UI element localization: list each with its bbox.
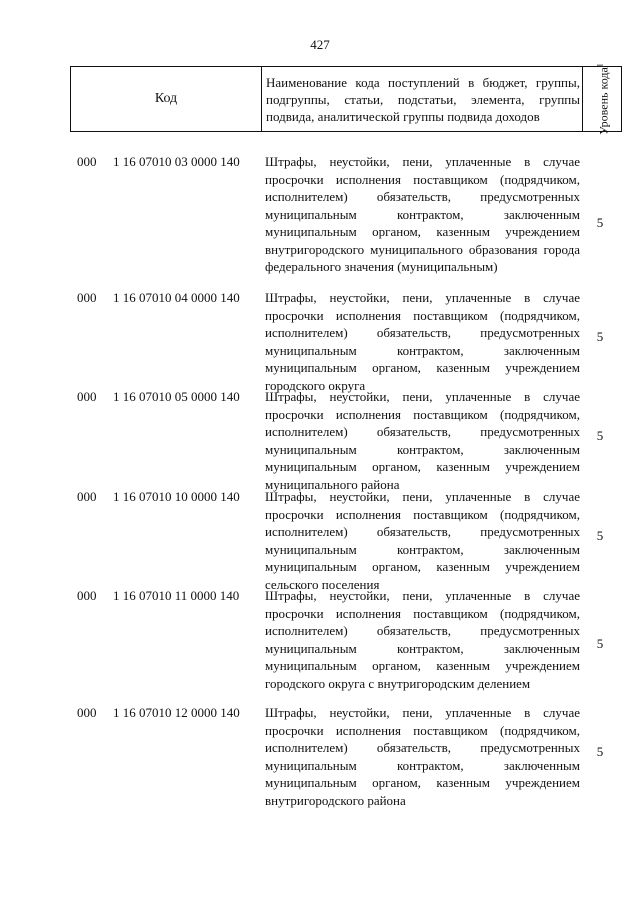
row-level: 5 — [596, 636, 604, 651]
row-code — [77, 289, 240, 307]
row-revenue-code: 1 16 07010 04 0000 140 — [113, 290, 240, 305]
row-revenue-code: 1 16 07010 03 0000 140 — [113, 154, 240, 169]
row-code — [77, 388, 240, 406]
row-level: 5 — [596, 744, 604, 759]
row-level: 5 — [596, 528, 604, 543]
row-revenue-code: 1 16 07010 10 0000 140 — [113, 489, 240, 504]
row-admin-code: 000 — [77, 389, 97, 404]
row-level: 5 — [596, 215, 604, 230]
row-level: 5 — [596, 428, 604, 443]
row-revenue-code: 1 16 07010 12 0000 140 — [113, 705, 240, 720]
row-admin-code: 000 — [77, 154, 97, 169]
row-admin-code: 000 — [77, 489, 97, 504]
row-admin-code: 000 — [77, 290, 97, 305]
row-code — [77, 704, 240, 722]
header-level-footnote: 1 — [595, 63, 605, 68]
row-name: Штрафы, неустойки, пени, уплаченные в случае просрочки исполнения поставщиком (подрядчиком, исполнителем) обязательств, предусмотренных муниципальным контрактом, заключенным муниципальным органом, казенным учреждением внутригородского района — [265, 705, 580, 808]
row-level: 5 — [596, 329, 604, 344]
row-revenue-code: 1 16 07010 11 0000 140 — [113, 588, 240, 603]
row-admin-code: 000 — [77, 588, 97, 603]
row-revenue-code: 1 16 07010 05 0000 140 — [113, 389, 240, 404]
row-code — [77, 153, 240, 171]
row-admin-code: 000 — [77, 705, 97, 720]
header-level-label — [595, 63, 610, 135]
table-header — [70, 63, 622, 135]
row-name: Штрафы, неустойки, пени, уплаченные в случае просрочки исполнения поставщиком (подрядчиком, исполнителем) обязательств, предусмотренных муниципальным контрактом, заключенным муниципальным органом, казенным учреждением сельского поселения — [265, 489, 580, 592]
row-code — [77, 587, 239, 605]
row-name: Штрафы, неустойки, пени, уплаченные в случае просрочки исполнения поставщиком (подрядчиком, исполнителем) обязательств, предусмотренных муниципальным контрактом, заключенным муниципальным органом, казенным учреждением внутригородского муниципального образования города федерального значения (муниципальным) — [265, 154, 580, 274]
header-name: Наименование кода поступлений в бюджет, группы, подгруппы, статьи, подстатьи, элемента, группы подвида, аналитической группы подвида доходов — [262, 67, 583, 132]
header-level-text: Уровень кода — [596, 67, 611, 135]
header-code: Код — [71, 67, 262, 132]
row-name: Штрафы, неустойки, пени, уплаченные в случае просрочки исполнения поставщиком (подрядчиком, исполнителем) обязательств, предусмотренных муниципальным контрактом, заключенным муниципальным органом, казенным учреждением городского округа с внутригородским делением — [265, 588, 580, 691]
row-name: Штрафы, неустойки, пени, уплаченные в случае просрочки исполнения поставщиком (подрядчиком, исполнителем) обязательств, предусмотренных муниципальным контрактом, заключенным муниципальным органом, казенным учреждением городского округа — [265, 290, 580, 393]
page-number: 427 — [310, 37, 330, 52]
row-name: Штрафы, неустойки, пени, уплаченные в случае просрочки исполнения поставщиком (подрядчиком, исполнителем) обязательств, предусмотренных муниципальным контрактом, заключенным муниципальным органом, казенным учреждением муниципального района — [265, 389, 580, 492]
header-level — [583, 63, 622, 135]
row-code — [77, 488, 240, 506]
